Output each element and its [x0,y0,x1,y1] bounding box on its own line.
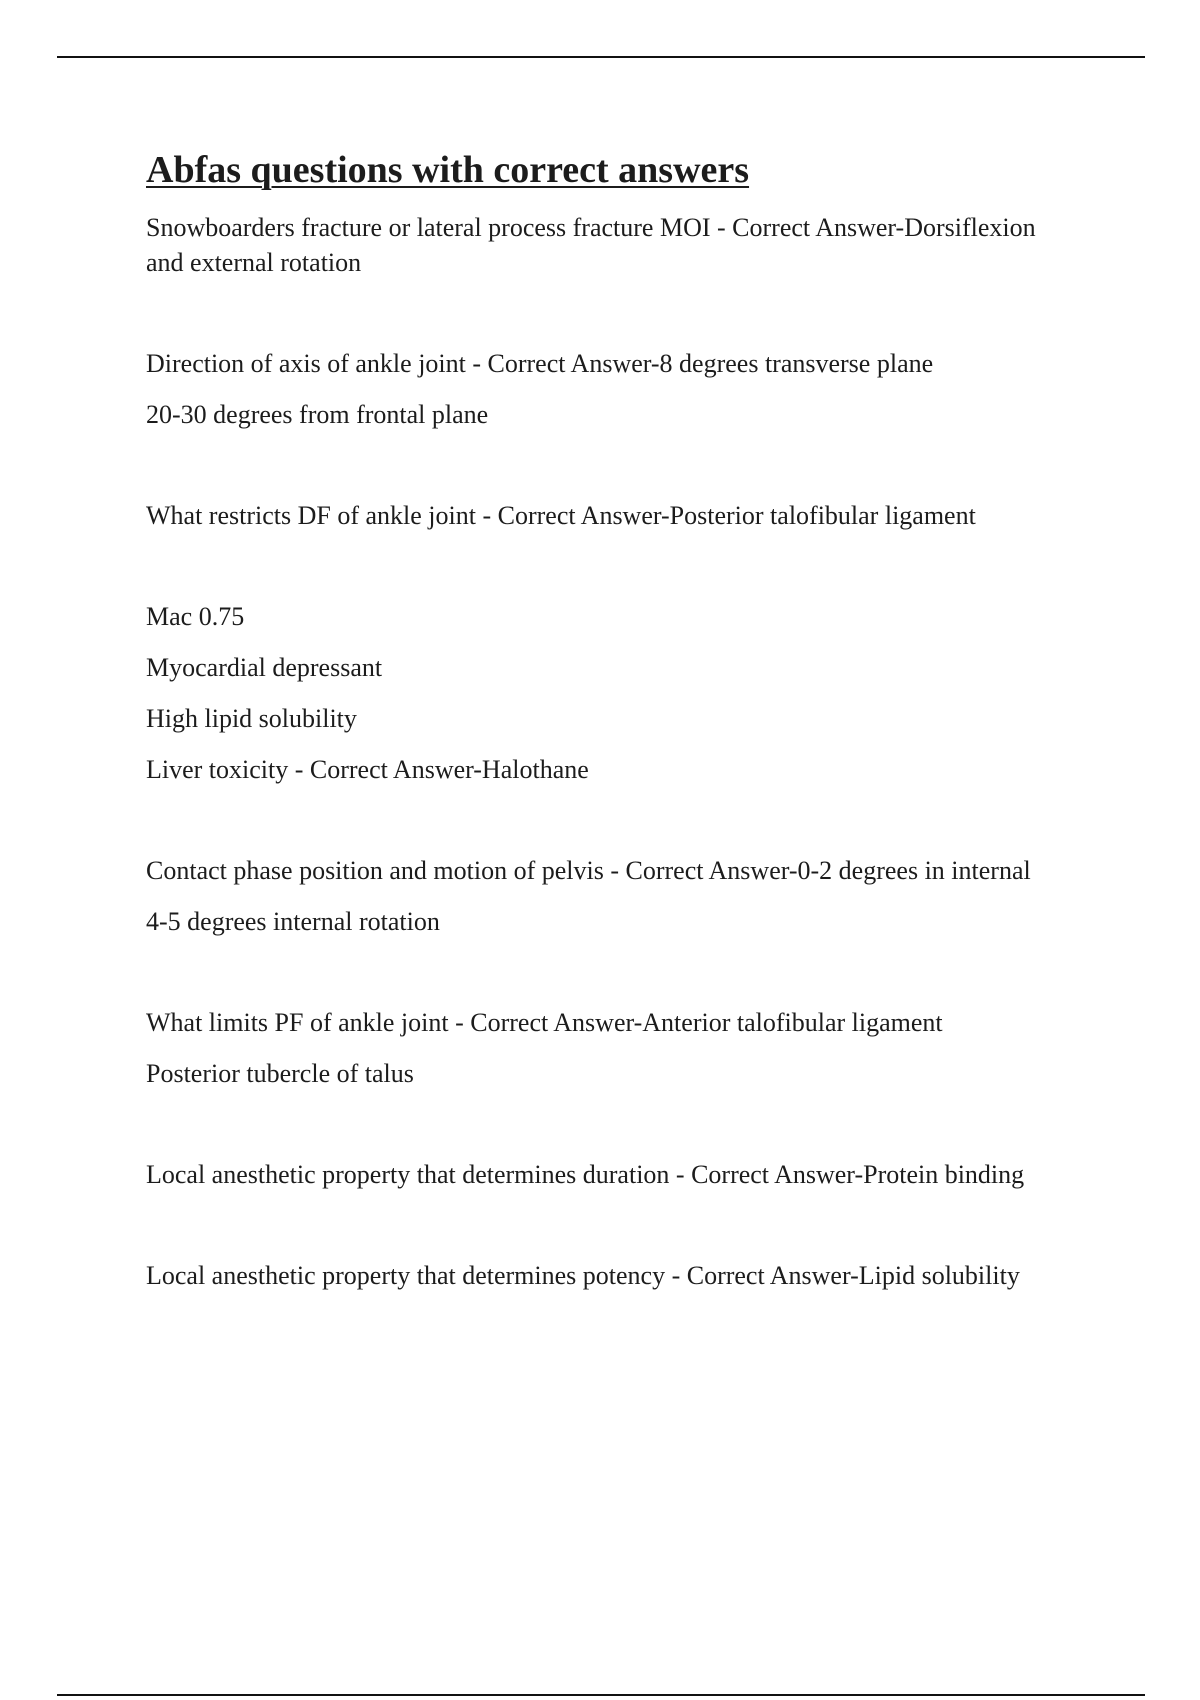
qa-entry [146,498,1076,533]
header-rule [57,56,1145,58]
qa-text: Mac 0.75 [146,602,245,631]
qa-entry [146,1157,1076,1192]
qa-text: Snowboarders fracture or lateral process fracture MOI - Correct Answer-Dorsiflexion and external rotation [146,213,1036,277]
document-body [146,146,1076,1359]
qa-text: Direction of axis of ankle joint - Correct Answer-8 degrees transverse plane [146,349,934,378]
qa-text: Myocardial depressant [146,653,383,682]
qa-text: What limits PF of ankle joint - Correct Answer-Anterior talofibular ligament [146,1008,943,1037]
qa-text: Local anesthetic property that determines duration - Correct Answer-Protein binding [146,1160,1025,1189]
qa-text: Posterior tubercle of talus [146,1059,414,1088]
qa-text: High lipid solubility [146,704,357,733]
qa-text: 4-5 degrees internal rotation [146,907,440,936]
page-title: Abfas questions with correct answers [146,149,750,191]
qa-text: What restricts DF of ankle joint - Correct Answer-Posterior talofibular ligament [146,501,976,530]
qa-text: Local anesthetic property that determines potency - Correct Answer-Lipid solubility [146,1261,1020,1290]
qa-entry [146,1005,1076,1091]
qa-text: 20-30 degrees from frontal plane [146,400,489,429]
qa-entry [146,1258,1076,1293]
qa-text: Contact phase position and motion of pelvis - Correct Answer-0-2 degrees in internal [146,856,1031,885]
footer-rule [57,1694,1145,1696]
qa-entry [146,599,1076,787]
qa-entry [146,210,1076,280]
qa-entry [146,853,1076,939]
qa-text: Liver toxicity - Correct Answer-Halothane [146,755,589,784]
qa-entry [146,346,1076,432]
